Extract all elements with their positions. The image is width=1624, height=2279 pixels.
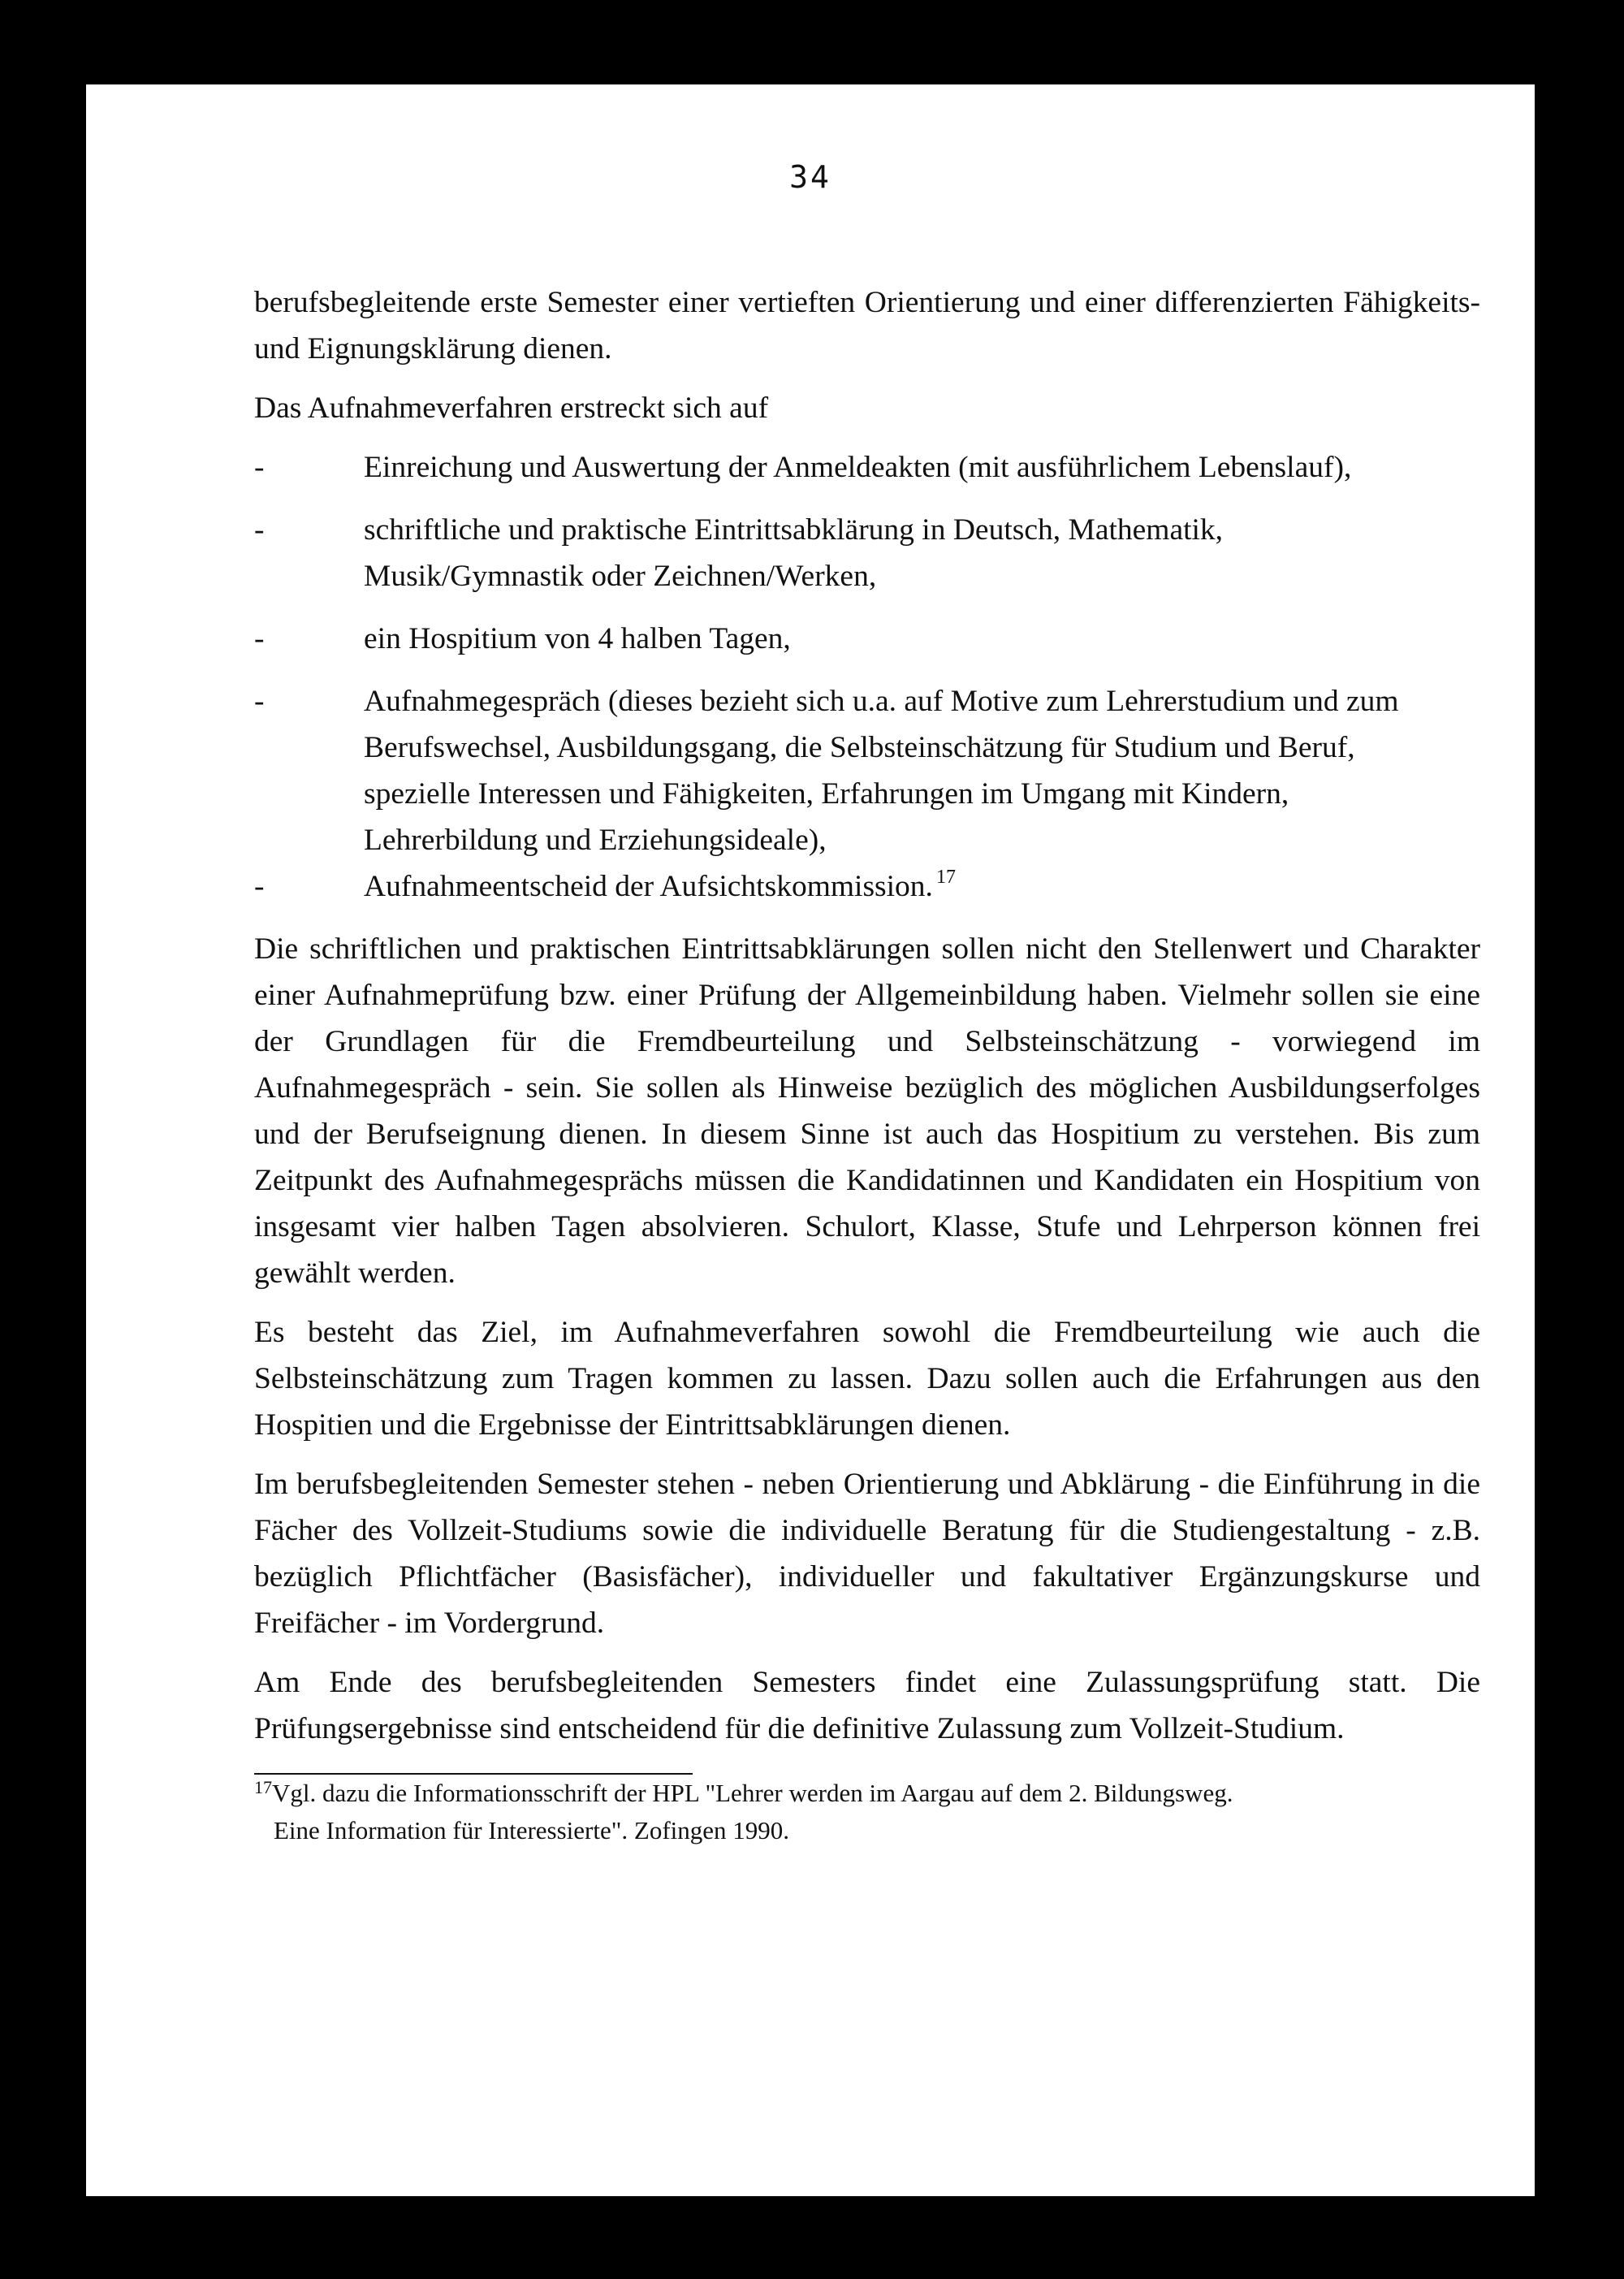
list-item xyxy=(254,863,1480,910)
procedure-list xyxy=(254,444,1480,910)
body-paragraph: Im berufsbegleitenden Semester stehen - neben Orientierung und Abklärung - die Einführung in die Fächer des Vollzeit-Studiums sowie die individuelle Beratung für die Studiengestaltung - z.B. bezüglich Pflichtfächer (Basisfächer), individueller und fakultativer Ergänzungskurse und Freifächer - im Vordergrund. xyxy=(254,1468,1480,1640)
list-dash: - xyxy=(254,513,265,547)
footnote-reference: 17 xyxy=(935,867,956,888)
list-item-text: ein Hospitium von 4 halben Tagen, xyxy=(364,622,791,655)
body-paragraph: Es besteht das Ziel, im Aufnahmeverfahren sowohl die Fremdbeurteilung wie auch die Selbsteinschätzung zum Tragen kommen zu lassen. Dazu sollen auch die Erfahrungen aus den Hospitien und die Ergebnisse der Eintrittsabklärungen dienen. xyxy=(254,1316,1480,1442)
list-item-text: Aufnahmegespräch (dieses bezieht sich u.a. auf Motive zum Lehrerstudium und zum Berufswechsel, Ausbildungsgang, die Selbsteinschätzung für Studium und Beruf, spezielle Interessen und Fähigkeiten, Erfahrungen im Umgang mit Kindern, Lehrerbildung und Erziehungsideale), xyxy=(364,685,1399,857)
list-item xyxy=(254,507,1480,599)
paragraph-continuation: berufsbegleitende erste Semester einer vertieften Orientierung und einer differenzierten Fähigkeits- und Eignungsklärung dienen. xyxy=(254,286,1480,365)
list-dash: - xyxy=(254,622,265,655)
page-content xyxy=(254,279,1480,1849)
list-dash: - xyxy=(254,685,265,718)
list-intro: Das Aufnahmeverfahren erstreckt sich auf xyxy=(254,391,769,425)
list-item xyxy=(254,616,1480,662)
list-item-text: Einreichung und Auswertung der Anmeldeakten (mit ausführlichem Lebenslauf), xyxy=(364,451,1352,484)
document-page xyxy=(86,84,1535,2196)
list-item xyxy=(254,678,1480,863)
footnote xyxy=(254,1775,1480,1849)
body-paragraph: Die schriftlichen und praktischen Eintrittsabklärungen sollen nicht den Stellenwert und Charakter einer Aufnahmeprüfung bzw. einer Prüfung der Allgemeinbildung haben. Vielmehr sollen sie eine der Grundlagen für die Fremdbeurteilung und Selbsteinschätzung - vorwiegend im Aufnahmegespräch - sein. Sie sollen als Hinweise bezüglich des möglichen Ausbildungserfolges und der Berufseignung dienen. In diesem Sinne ist auch das Hospitium zu verstehen. Bis zum Zeitpunkt des Aufnahmegesprächs müssen die Kandidatinnen und Kandidaten ein Hospitium von insgesamt vier halben Tagen absolvieren. Schulort, Klasse, Stufe und Lehrperson können frei gewählt werden. xyxy=(254,932,1480,1290)
footnote-line-1: Vgl. dazu die Informationsschrift der HPL "Lehrer werden im Aargau auf dem 2. Bildungsweg. xyxy=(272,1779,1233,1807)
list-item xyxy=(254,444,1480,491)
footnote-line-2: Eine Information für Interessierte". Zofingen 1990. xyxy=(274,1816,790,1844)
footnote-marker: 17 xyxy=(254,1777,272,1797)
list-dash: - xyxy=(254,451,265,484)
list-item-text-with-footnote xyxy=(364,863,1480,910)
list-item-text: Aufnahmeentscheid der Aufsichtskommission. xyxy=(364,870,933,903)
body-paragraph: Am Ende des berufsbegleitenden Semesters findet eine Zulassungsprüfung statt. Die Prüfungsergebnisse sind entscheidend für die definitive Zulassung zum Vollzeit-Studium. xyxy=(254,1666,1480,1745)
list-item-text: schriftliche und praktische Eintrittsabklärung in Deutsch, Mathematik, Musik/Gymnastik oder Zeichnen/Werken, xyxy=(364,513,1224,593)
list-dash: - xyxy=(254,870,265,903)
page-number: 34 xyxy=(789,159,831,195)
